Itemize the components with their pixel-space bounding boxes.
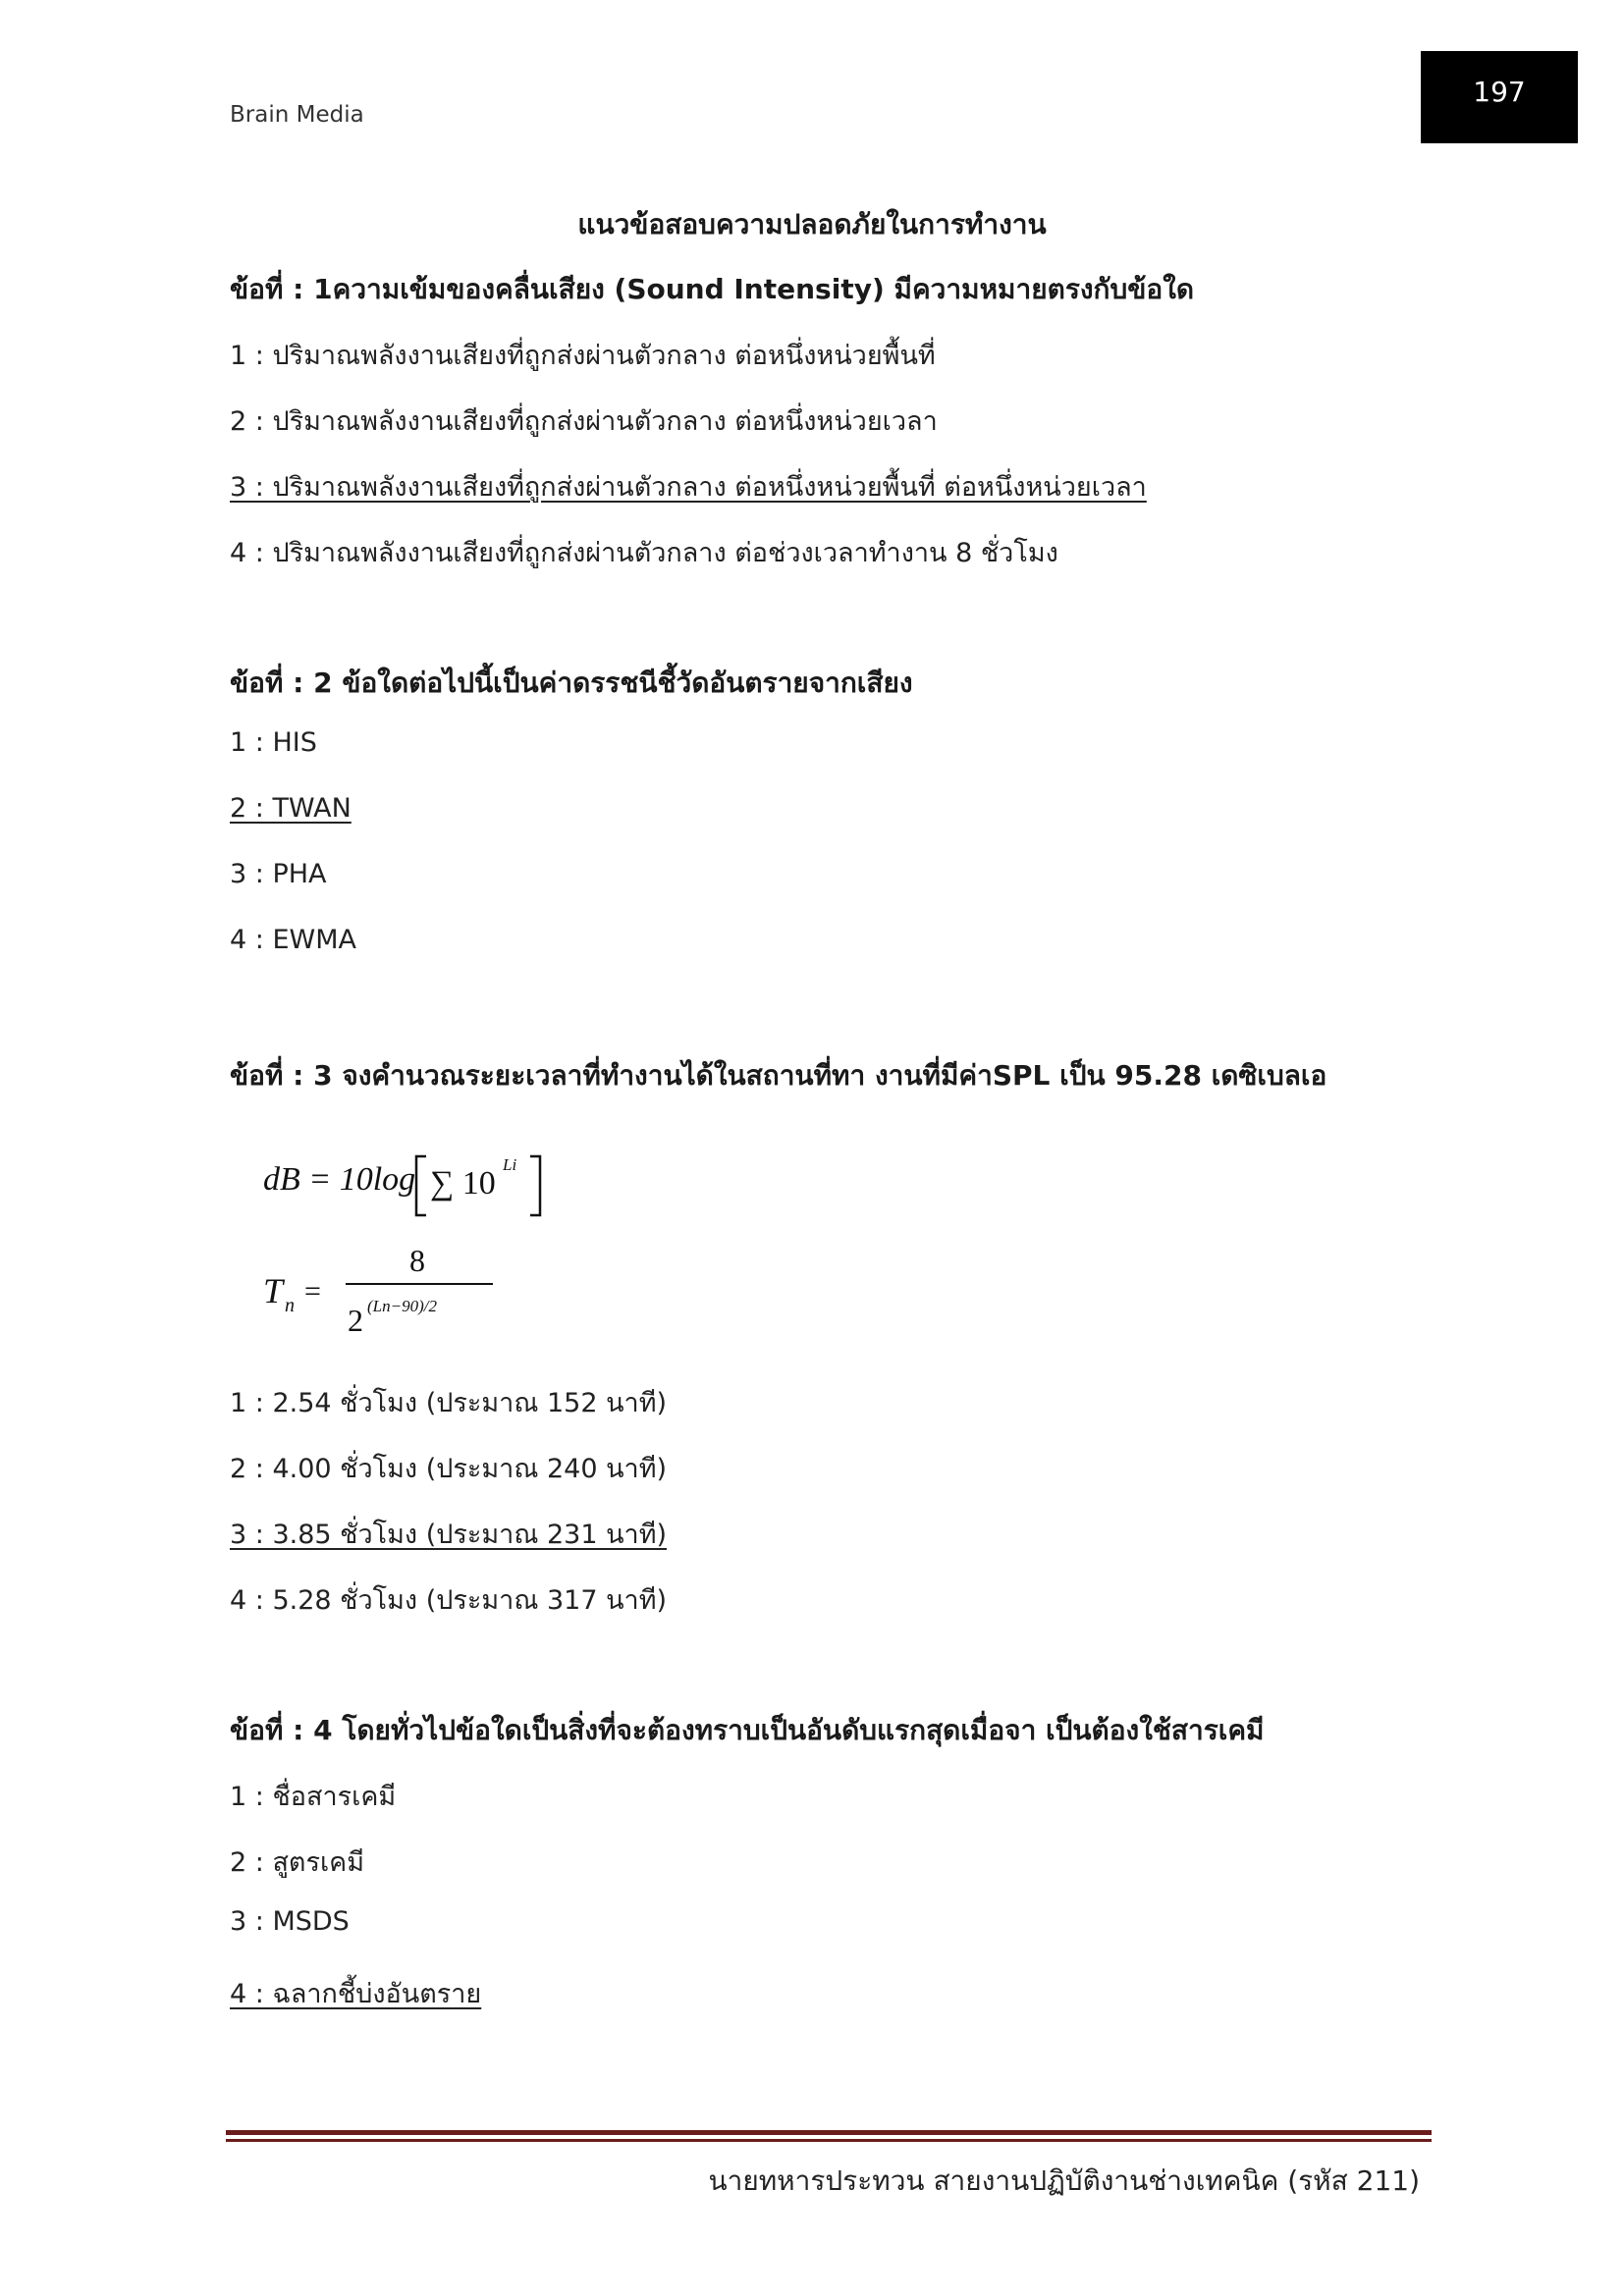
question-4-option-3: 3 : MSDS — [230, 1906, 350, 1937]
question-2-option-3: 3 : PHA — [230, 859, 327, 889]
question-1-option-2: 2 : ปริมาณพลังงานเสียงที่ถูกส่งผ่านตัวกลาง ต่อหนึ่งหน่วยเวลา — [230, 406, 938, 437]
question-1: ข้อที่ : 1ความเข้มของคลื่นเสียง (Sound Intensity) มีความหมายตรงกับข้อใด — [230, 273, 1195, 305]
question-3-option-1: 1 : 2.54 ชั่วโมง (ประมาณ 152 นาที) — [230, 1388, 668, 1418]
question-3-option-3-correct: 3 : 3.85 ชั่วโมง (ประมาณ 231 นาที) — [230, 1520, 668, 1550]
formula-tn-subscript: n — [285, 1295, 295, 1316]
page-number: 197 — [1421, 51, 1578, 143]
formula-exponent: (Ln−90)/2 — [367, 1297, 437, 1315]
question-1-option-4: 4 : ปริมาณพลังงานเสียงที่ถูกส่งผ่านตัวกลาง ต่อช่วงเวลาทำงาน 8 ชั่วโมง — [230, 538, 1058, 568]
formula-tn-lhs: T — [263, 1271, 284, 1310]
formula-numerator: 8 — [409, 1243, 425, 1278]
question-2-option-1: 1 : HIS — [230, 727, 317, 758]
noise-formula-image — [257, 1139, 591, 1345]
formula-sum-exponent: Li — [503, 1155, 517, 1174]
question-2-option-4: 4 : EWMA — [230, 925, 356, 955]
formula-left-bracket — [416, 1156, 426, 1215]
question-1-option-3-correct: 3 : ปริมาณพลังงานเสียงที่ถูกส่งผ่านตัวกลาง ต่อหนึ่งหน่วยพื้นที่ ต่อหนึ่งหน่วยเวลา — [230, 472, 1147, 503]
question-4: ข้อที่ : 4 โดยทั่วไปข้อใดเป็นสิ่งที่จะต้องทราบเป็นอันดับแรกสุดเมื่อจา เป็นต้องใช้สารเคมี — [230, 1714, 1265, 1746]
question-3-option-2: 2 : 4.00 ชั่วโมง (ประมาณ 240 นาที) — [230, 1454, 668, 1484]
question-3: ข้อที่ : 3 จงคำนวณระยะเวลาที่ทำงานได้ในสถานที่ทา งานที่มีค่าSPL เป็น 95.28 เดซิเบลเอ — [230, 1059, 1327, 1092]
formula-base: 2 — [348, 1303, 363, 1338]
question-4-option-1: 1 : ชื่อสารเคมี — [230, 1782, 397, 1812]
formula-db-lhs: dB = 10log — [263, 1161, 416, 1198]
question-4-option-2: 2 : สูตรเคมี — [230, 1847, 365, 1878]
question-4-option-4-correct: 4 : ฉลากชี้บ่งอันตราย — [230, 1979, 482, 2009]
formula-equals: = — [304, 1275, 321, 1308]
brand-name: Brain Media — [230, 102, 364, 128]
footer-text: นายทหารประทวน สายงานปฏิบัติงานช่างเทคนิค (รหัส 211) — [708, 2164, 1420, 2197]
question-2-option-2-correct: 2 : TWAN — [230, 793, 352, 824]
formula-sum: ∑ 10 — [430, 1165, 496, 1201]
question-3-option-4: 4 : 5.28 ชั่วโมง (ประมาณ 317 นาที) — [230, 1585, 668, 1616]
question-2: ข้อที่ : 2 ข้อใดต่อไปนี้เป็นค่าดรรชนีชี้วัดอันตรายจากเสียง — [230, 667, 913, 699]
question-1-option-1: 1 : ปริมาณพลังงานเสียงที่ถูกส่งผ่านตัวกลาง ต่อหนึ่งหน่วยพื้นที่ — [230, 341, 936, 371]
formula-right-bracket — [530, 1156, 540, 1215]
page-title: แนวข้อสอบความปลอดภัยในการทำงาน — [577, 208, 1047, 240]
footer-rule-thick — [226, 2130, 1432, 2135]
footer-rule-thin — [226, 2139, 1432, 2142]
